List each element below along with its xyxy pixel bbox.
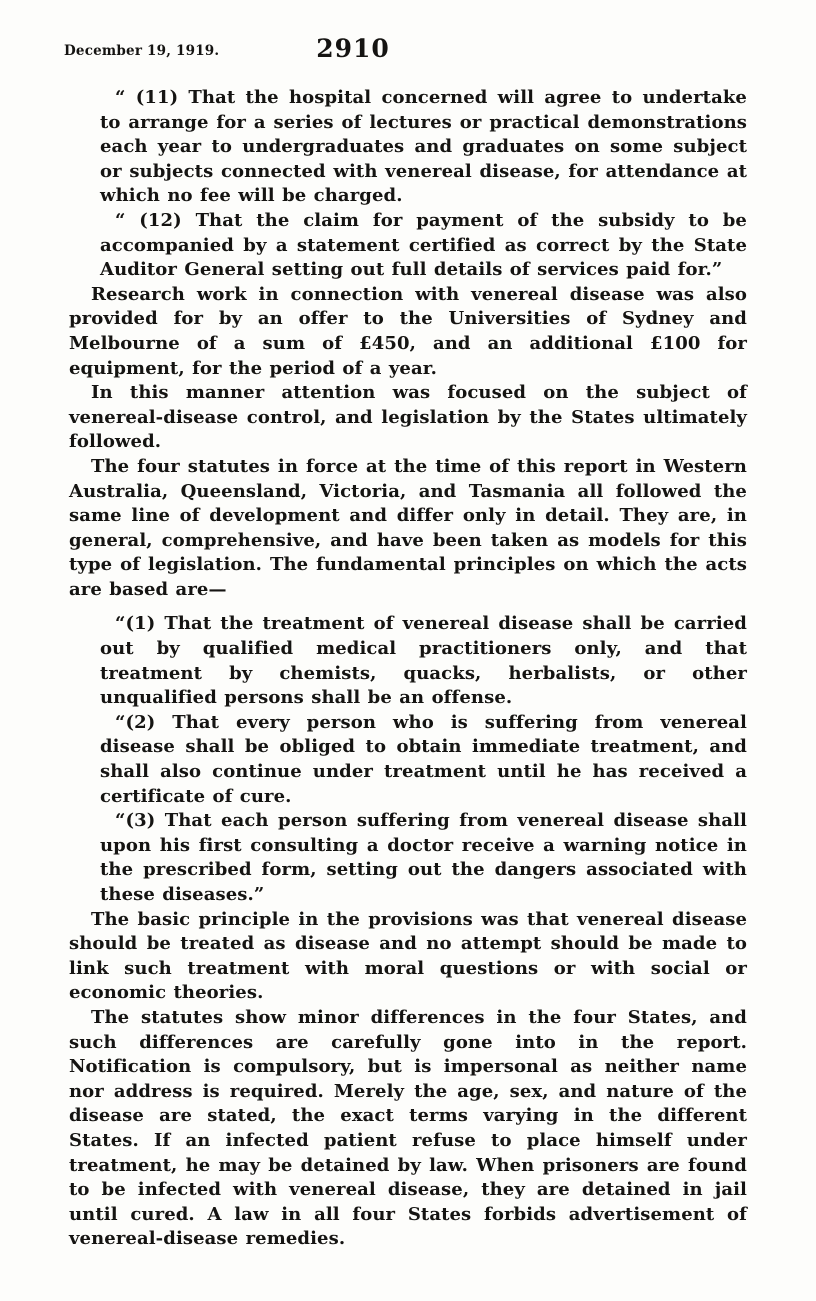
paragraph-principle-1: “(1) That the treatment of venereal disease shall be carried out by qualified medical practitioners only, and that treatment by chemists, quacks, herbalists, or other unqualified persons shall be an offense. [100,613,747,709]
date-label: December 19, 1919. [64,43,220,59]
paragraph-principle-2: “(2) That every person who is suffering from venereal disease shall be obliged to obtain immediate treatment, and shall also continue under treatment until he has received a certificate of cure. [100,711,747,807]
paragraph-state-differences: The statutes show minor differences in the four States, and such differences are carefully gone into in the report. Notification is compulsory, but is impersonal as neither name nor address is required. Merely the age, sex, and nature of the disease are stated, the exact terms varying in the different States. If an infected patient refuse to place himself under treatment, he may be detained by law. When prisoners are found to be infected with venereal disease, they are detained in jail until cured. A law in all four States forbids advertisement of venereal-disease remedies. [69,1006,747,1250]
document-body [69,86,747,1252]
paragraph-quote-11: “ (11) That the hospital concerned will agree to undertake to arrange for a series of lectures or practical demonstrations each year to undergraduates and graduates on some subject or subjects connected with venereal disease, for attendance at which no fee will be charged. [100,87,747,207]
paragraph-basic-principle: The basic principle in the provisions was that venereal disease should be treated as disease and no attempt should be made to link such treatment with moral questions or with social or economic theories. [69,908,747,1004]
paragraph-principle-3: “(3) That each person suffering from venereal disease shall upon his first consulting a doctor receive a warning notice in the prescribed form, setting out the dangers associated with these diseases.” [100,810,747,905]
paragraph-attention-focused: In this manner attention was focused on the subject of venereal-disease control, and legislation by the States ultimately followed. [69,382,747,453]
paragraph-research-work: Research work in connection with venereal disease was also provided for by an offer to the Universities of Sydney and Melbourne of a sum of £450, and an additional £100 for equipment, for the period of a year. [69,283,747,379]
running-head [0,34,816,68]
paragraph-quote-12: “ (12) That the claim for payment of the subsidy to be accompanied by a statement certified as correct by the State Auditor General setting out full details of services paid for.” [100,209,747,281]
paragraph-four-statutes: The four statutes in force at the time of this report in Western Australia, Queensland, Victoria, and Tasmania all followed the same line of development and differ only in detail. They are, in general, comprehensive, and have been taken as models for this type of legislation. The fundamental principles on which the acts are based are— [69,455,747,600]
page-number: 2910 [316,34,390,63]
